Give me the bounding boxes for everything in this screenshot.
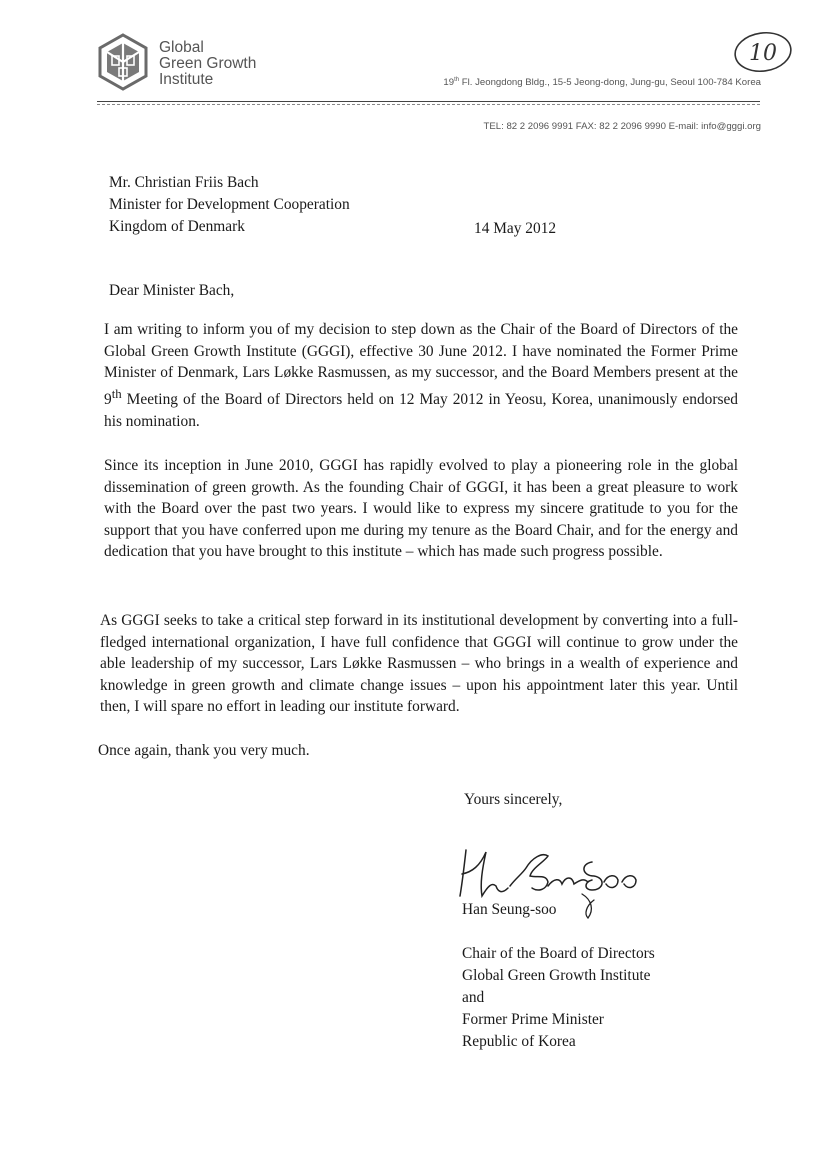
org-address: 19th Fl. Jeongdong Bldg., 15-5 Jeong-dong, Jung-gu, Seoul 100-784 Korea	[443, 77, 761, 89]
org-name	[159, 40, 256, 88]
signer-name: Han Seung-soo	[462, 901, 557, 918]
letter-date: 14 May 2012	[474, 220, 557, 237]
signer-title-line: and	[462, 989, 485, 1006]
header-rule-secondary	[97, 104, 760, 105]
signer-title-line: Chair of the Board of Directors	[462, 945, 655, 962]
org-name-line: Institute	[159, 71, 214, 88]
org-name-line: Green Growth	[159, 55, 257, 72]
recipient-block	[109, 172, 350, 238]
signer-titles	[462, 943, 655, 1053]
signer-title-line: Global Green Growth Institute	[462, 967, 651, 984]
handwritten-number: 10	[749, 41, 777, 66]
closing: Yours sincerely,	[464, 791, 563, 808]
body-paragraph-1: I am writing to inform you of my decision to step down as the Chair of the Board of Directors of the Global Green Growth Institute (GGGI), effective 30 June 2012. I have nominated the Former Prime Minister of Denmark, Lars Løkke Rasmussen, as my successor, and the Board Members present at the 9th Meeting of the Board of Directors held on 12 May 2012 in Yeosu, Korea, unanimously endorsed his nomination.	[104, 321, 738, 430]
org-contact: TEL: 82 2 2096 9991 FAX: 82 2 2096 9990 E-mail: info@gggi.org	[483, 121, 761, 132]
signer-title-line: Former Prime Minister	[462, 1011, 604, 1028]
header-rule	[97, 101, 760, 102]
salutation: Dear Minister Bach,	[109, 282, 235, 299]
body-paragraph-3: As GGGI seeks to take a critical step forward in its institutional development by converting into a full-fledged international organization, I have full confidence that GGGI will continue to grow under the able leadership of my successor, Lars Løkke Rasmussen – who brings in a wealth of experience and knowledge in green growth and climate change issues – upon his appointment later this year. Until then, I will spare no effort in leading our institute forward.	[100, 612, 738, 716]
recipient-country: Kingdom of Denmark	[109, 218, 245, 235]
body-paragraph-2: Since its inception in June 2010, GGGI has rapidly evolved to play a pioneering role in the global dissemination of green growth. As the founding Chair of GGGI, it has been a great pleasure to work with the Board over the past two years. I would like to express my sincere gratitude to you for the support that you have conferred upon me during my tenure as the Board Chair, and for the energy and dedication that you have brought to this institute – which has made such progress possible.	[104, 457, 738, 561]
gggi-logo-icon	[97, 33, 149, 91]
body-paragraph-4: Once again, thank you very much.	[98, 742, 310, 759]
recipient-name: Mr. Christian Friis Bach	[109, 174, 259, 191]
org-name-line: Global	[159, 39, 204, 56]
handwritten-number-mark	[732, 28, 794, 76]
recipient-title: Minister for Development Cooperation	[109, 196, 350, 213]
signer-title-line: Republic of Korea	[462, 1033, 576, 1050]
